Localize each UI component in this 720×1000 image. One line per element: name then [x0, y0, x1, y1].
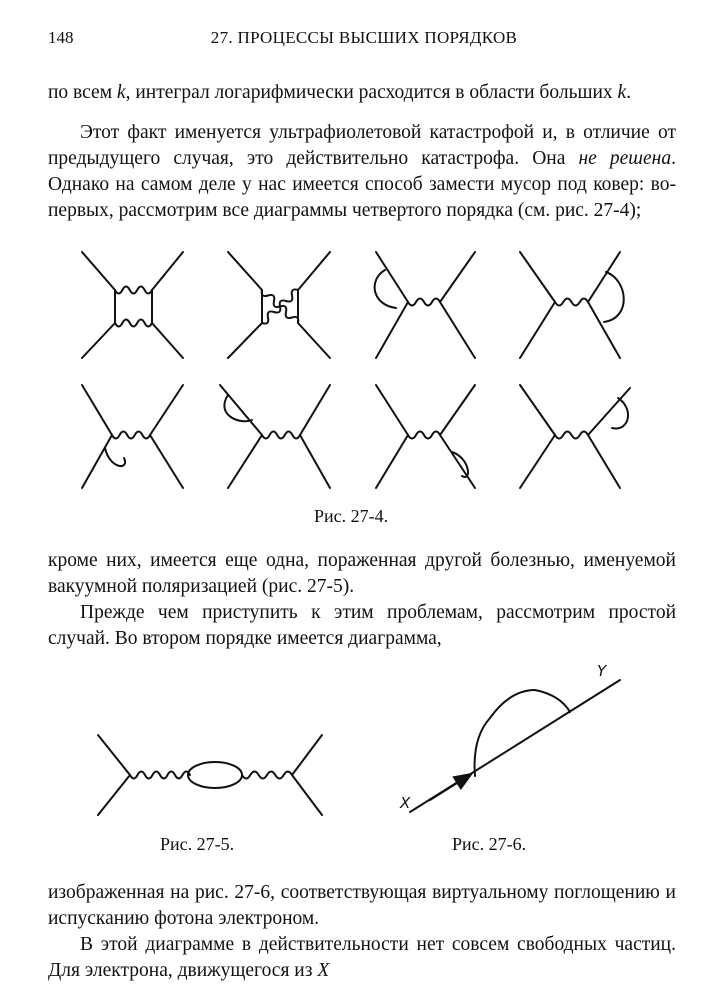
emphasis-text: не решена — [578, 148, 672, 169]
feynman-diagram-self-energy — [220, 385, 330, 488]
figure-caption-27-4: Рис. 27-4. — [314, 506, 389, 526]
math-var-k: k — [617, 82, 627, 103]
figure-caption-27-5: Рис. 27-5. — [160, 834, 235, 854]
figure-27-4 — [82, 252, 630, 488]
text-run: . Однако на самом деле у нас имеется способ замести мусор под ковер: во-первых, рассмотрим все диаграммы четвертого порядка (см. рис. 27-4); — [48, 148, 676, 221]
feynman-diagram-box — [82, 252, 183, 358]
text-run: , интеграл логарифмически расходится в области больших — [125, 82, 618, 103]
figure-27-6 — [399, 662, 620, 812]
feynman-diagram-self-energy — [82, 385, 183, 488]
text-run: Этот факт именуется ультрафиолетовой катастрофой и, в отличие от предыдущего случая, это действительно катастрофа. Она — [48, 122, 676, 169]
page-number: 148 — [48, 28, 74, 47]
figure-27-5 — [98, 735, 322, 815]
paragraph-3: кроме них, имеется еще одна, пораженная другой болезнью, именуемой вакуумной поляризацией (рис. 27-5). — [48, 550, 676, 597]
feynman-diagram-crossed-box — [228, 252, 330, 358]
paragraph-6 — [48, 932, 676, 984]
math-var-x: X — [317, 960, 330, 981]
figure-caption-27-6: Рис. 27-6. — [452, 834, 527, 854]
paragraph-5: изображенная на рис. 27-6, соответствующая виртуальному поглощению и испусканию фотона электроном. — [48, 882, 676, 929]
feynman-diagram-self-energy — [376, 385, 475, 488]
label-start-x: X — [400, 794, 411, 812]
feynman-diagram-vertex-correction — [520, 252, 624, 358]
running-title: 27. ПРОЦЕССЫ ВЫСШИХ ПОРЯДКОВ — [210, 28, 518, 47]
label-end-y: Y — [597, 662, 607, 680]
vacuum-polarization-diagram — [98, 735, 322, 815]
text-run: по всем — [48, 82, 117, 103]
text-run: В этой диаграмме в действительности нет совсем свободных частиц. Для электрона, движущегося из — [48, 934, 676, 981]
text-run: . — [626, 82, 632, 103]
electron-self-energy-diagram — [399, 662, 620, 812]
feynman-diagram-vertex-correction — [375, 252, 475, 358]
paragraph-4: Прежде чем приступить к этим проблемам, рассмотрим простой случай. Во втором порядке имеется диаграмма, — [48, 602, 676, 649]
math-var-k: k — [116, 82, 126, 103]
feynman-diagram-self-energy — [520, 385, 630, 488]
